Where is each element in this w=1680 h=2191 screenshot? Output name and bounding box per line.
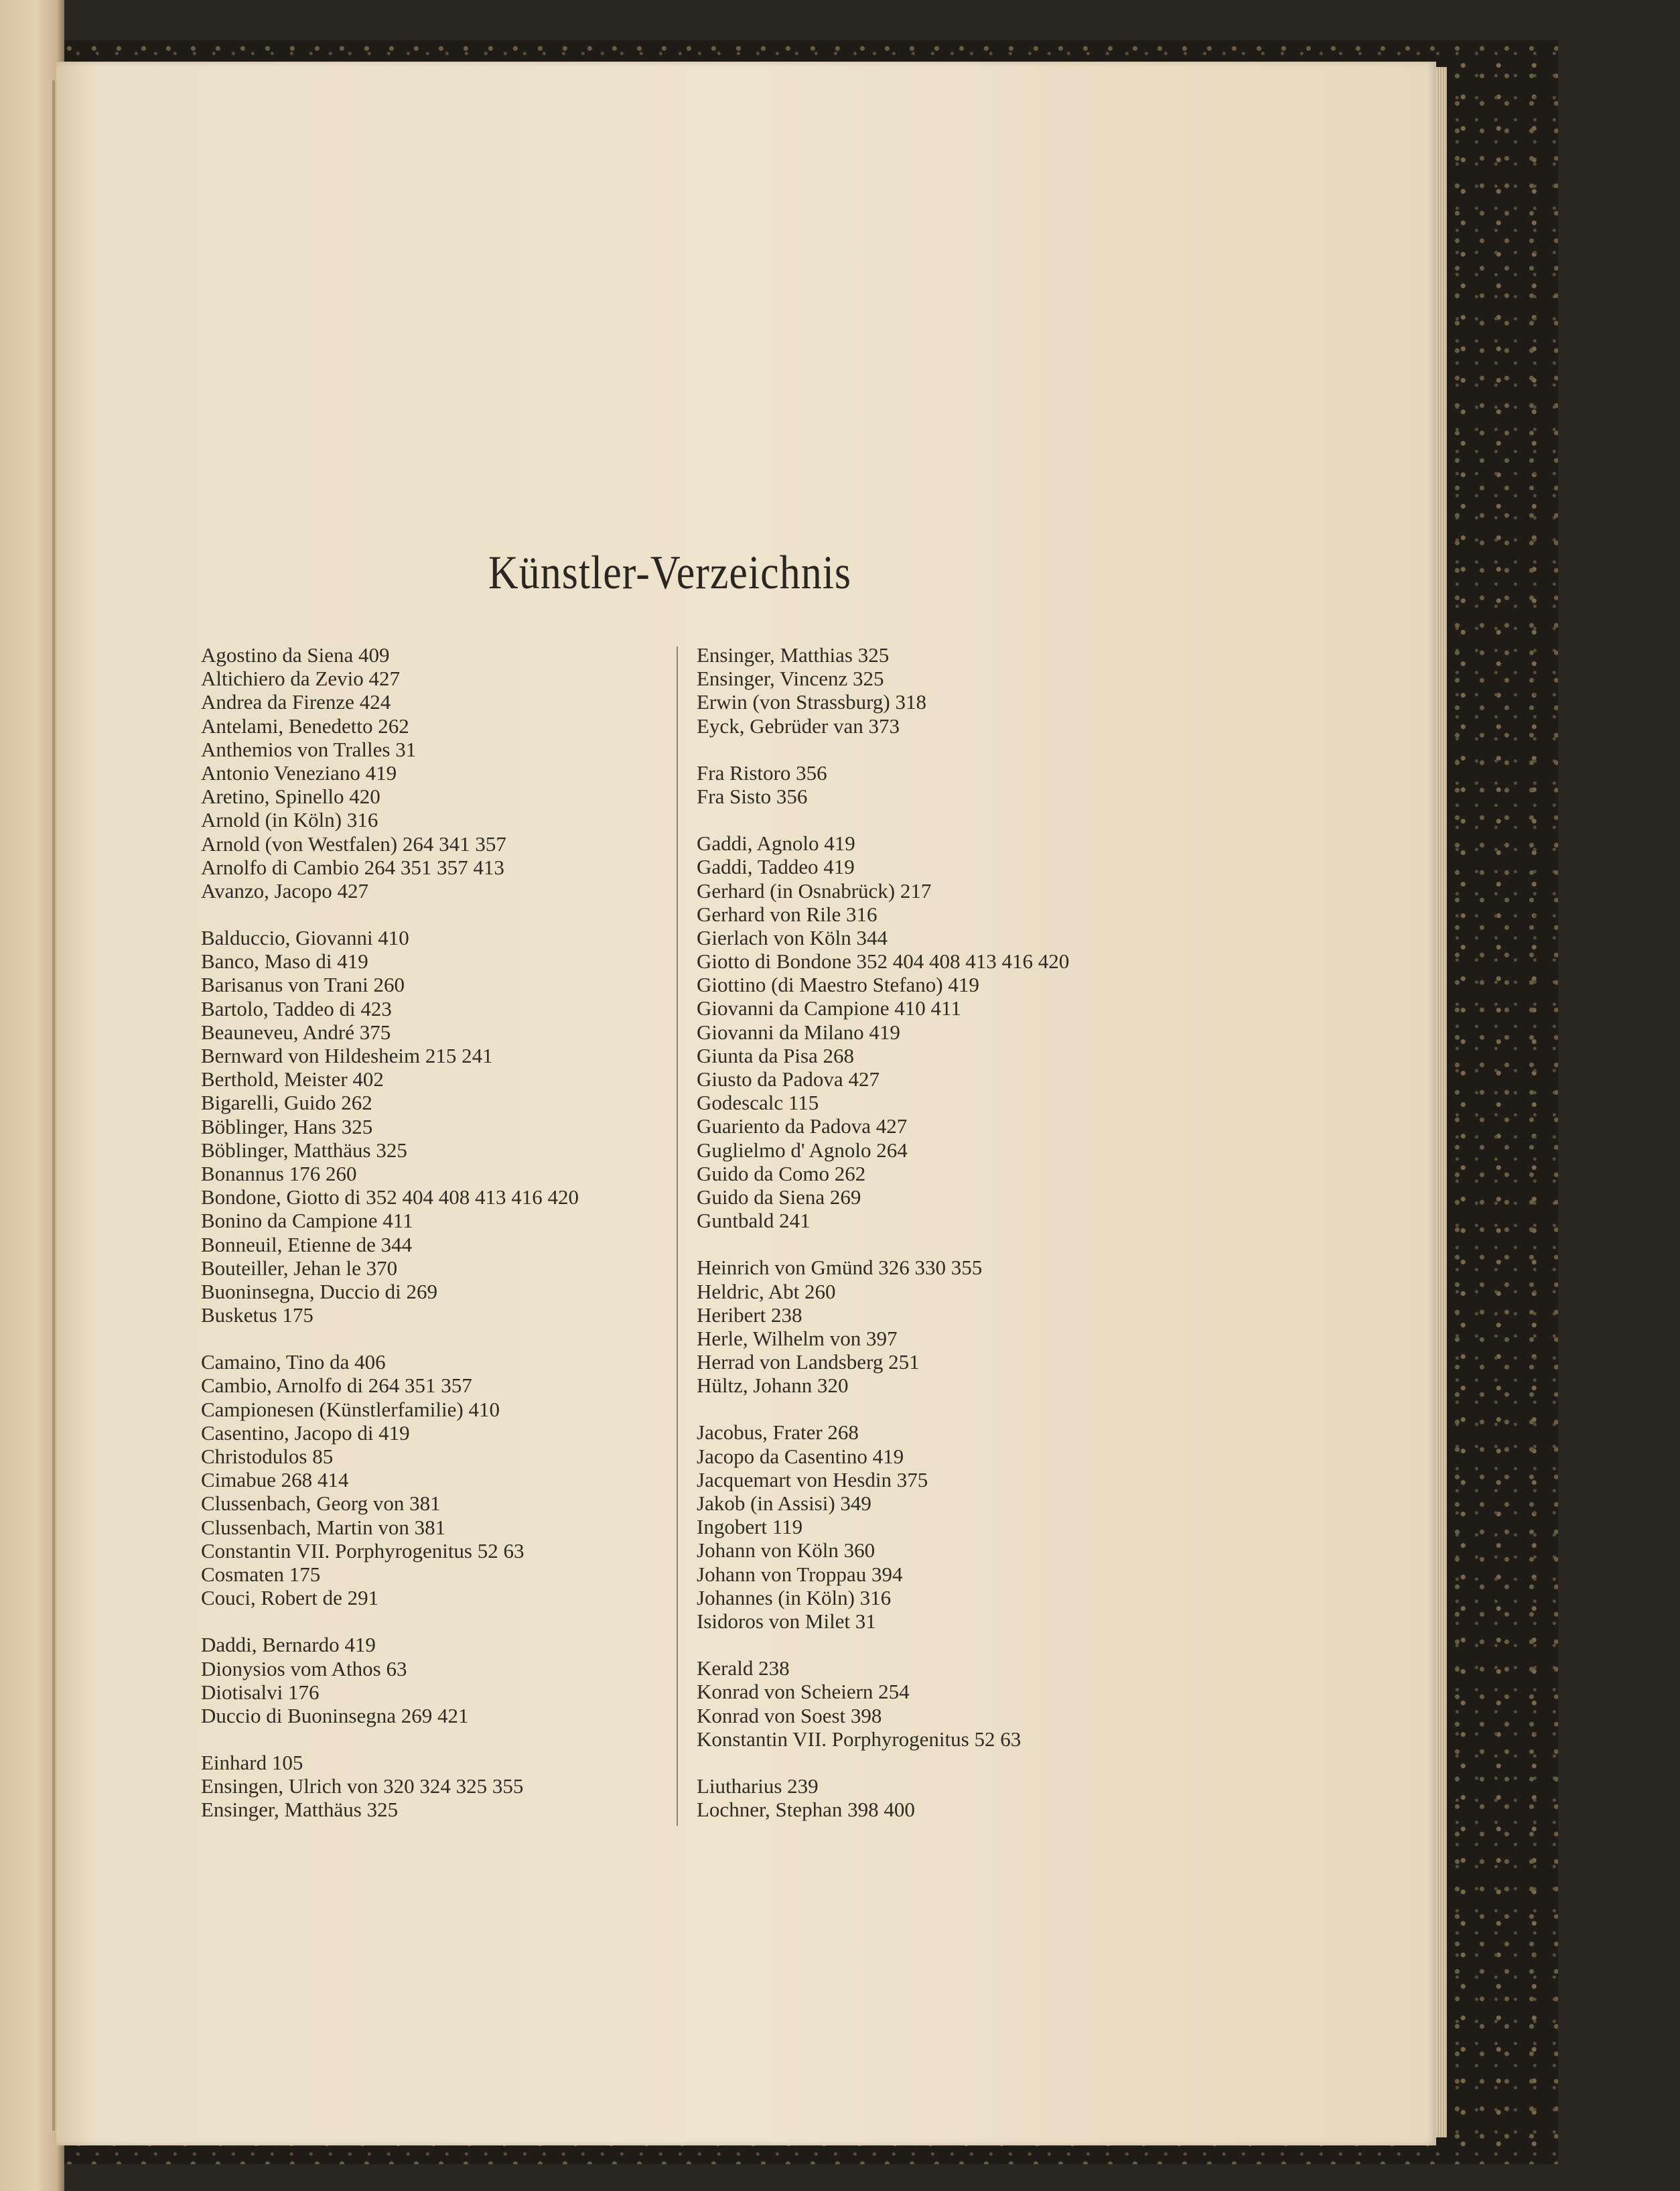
index-entry: Constantin VII. Porphyrogenitus 52 63: [201, 1538, 524, 1563]
index-entry: Camaino, Tino da 406: [201, 1350, 386, 1374]
index-entry: Guntbald 241: [697, 1209, 811, 1233]
index-entry: Giovanni da Campione 410 411: [697, 996, 961, 1020]
index-entry: Balduccio, Giovanni 410: [201, 926, 409, 950]
index-entry: Johann von Troppau 394: [697, 1562, 903, 1586]
index-entry: Bernward von Hildesheim 215 241: [201, 1044, 493, 1067]
index-entry: Jacquemart von Hesdin 375: [697, 1467, 928, 1491]
index-entry: Konrad von Soest 398: [697, 1703, 882, 1727]
index-entry: Arnold (in Köln) 316: [201, 808, 378, 832]
index-entry: Clussenbach, Martin von 381: [201, 1515, 446, 1539]
index-entry: Einhard 105: [201, 1751, 303, 1775]
index-entry: Andrea da Firenze 424: [201, 690, 391, 714]
index-entry: Fra Sisto 356: [697, 784, 808, 808]
index-entry: Hültz, Johann 320: [697, 1374, 849, 1398]
index-entry: Cosmaten 175: [201, 1562, 321, 1586]
index-column-right: [697, 643, 1192, 1821]
index-entry: Christodulos 85: [201, 1445, 334, 1468]
index-entry: Berthold, Meister 402: [201, 1067, 384, 1091]
index-entry: Bigarelli, Guido 262: [201, 1091, 372, 1115]
index-entry: Giotto di Bondone 352 404 408 413 416 420: [697, 949, 1070, 974]
index-entry: Busketus 175: [201, 1303, 313, 1327]
index-entry: Casentino, Jacopo di 419: [201, 1420, 410, 1445]
index-entry: Gaddi, Agnolo 419: [697, 832, 855, 856]
index-entry: Banco, Maso di 419: [201, 949, 368, 974]
index-entry: Guido da Como 262: [697, 1161, 866, 1185]
index-entry: Erwin (von Strassburg) 318: [697, 690, 926, 714]
index-entry: Konrad von Scheiern 254: [697, 1680, 910, 1704]
index-entry: Gerhard von Rile 316: [697, 902, 878, 926]
index-entry: Guglielmo d' Agnolo 264: [697, 1138, 908, 1162]
index-entry: Bondone, Giotto di 352 404 408 413 416 420: [201, 1185, 579, 1209]
index-entry: Bonannus 176 260: [201, 1161, 357, 1185]
index-entry: Altichiero da Zevio 427: [201, 667, 400, 691]
index-entry: Fra Ristoro 356: [697, 760, 827, 785]
index-entry: Anthemios von Tralles 31: [201, 737, 417, 761]
index-entry: Clussenbach, Georg von 381: [201, 1491, 441, 1516]
index-entry: Heribert 238: [697, 1303, 802, 1327]
index-entry: Gierlach von Köln 344: [697, 925, 888, 949]
index-entry: Bouteiller, Jehan le 370: [201, 1256, 398, 1280]
index-entry: Beauneveu, André 375: [201, 1020, 391, 1044]
index-entry: Agostino da Siena 409: [201, 643, 390, 667]
index-entry: Godescalc 115: [697, 1091, 819, 1115]
index-entry: Ensingen, Ulrich von 320 324 325 355: [201, 1774, 524, 1798]
index-entry: Aretino, Spinello 420: [201, 785, 380, 809]
index-entry: Isidoros von Milet 31: [697, 1609, 876, 1633]
index-entry: Herle, Wilhelm von 397: [697, 1326, 898, 1350]
index-entry: Bonneuil, Etienne de 344: [201, 1232, 413, 1256]
index-entry: Ensinger, Vincenz 325: [697, 667, 884, 691]
index-entry: Arnold (von Westfalen) 264 341 357: [201, 832, 506, 856]
index-column-left: [201, 643, 670, 1822]
index-entry: Avanzo, Jacopo 427: [201, 878, 368, 903]
index-entry: Campionesen (Künstlerfamilie) 410: [201, 1397, 500, 1421]
index-entry: Guido da Siena 269: [697, 1185, 861, 1209]
index-entry: Dionysios vom Athos 63: [201, 1656, 407, 1680]
index-entry: Kerald 238: [697, 1656, 790, 1680]
index-entry: Giunta da Pisa 268: [697, 1043, 855, 1067]
index-entry: Herrad von Landsberg 251: [697, 1350, 920, 1374]
index-entry: Böblinger, Hans 325: [201, 1114, 373, 1138]
index-entry: Buoninsegna, Duccio di 269: [201, 1279, 438, 1303]
index-entry: Antelami, Benedetto 262: [201, 714, 409, 738]
page-title: Künstler-Verzeichnis: [488, 546, 852, 600]
index-entry: Konstantin VII. Porphyrogenitus 52 63: [697, 1727, 1022, 1751]
index-entry: Liutharius 239: [697, 1774, 819, 1798]
index-entry: Diotisalvi 176: [201, 1680, 320, 1704]
index-entry: Gaddi, Taddeo 419: [697, 855, 855, 879]
index-entry: Heinrich von Gmünd 326 330 355: [697, 1256, 983, 1280]
index-entry: Jakob (in Assisi) 349: [697, 1491, 871, 1515]
index-entry: Giottino (di Maestro Stefano) 419: [697, 973, 979, 997]
index-entry: Johann von Köln 360: [697, 1538, 876, 1563]
index-entry: Ingobert 119: [697, 1515, 803, 1539]
index-entry: Eyck, Gebrüder van 373: [697, 714, 900, 738]
index-entry: Ensinger, Matthias 325: [697, 643, 890, 667]
index-entry: Daddi, Bernardo 419: [201, 1633, 376, 1657]
index-entry: Gerhard (in Osnabrück) 217: [697, 878, 932, 903]
gutter-line: [52, 80, 55, 2131]
index-entry: Lochner, Stephan 398 400: [697, 1798, 915, 1822]
index-entry: Heldric, Abt 260: [697, 1279, 836, 1303]
index-entry: Cambio, Arnolfo di 264 351 357: [201, 1374, 472, 1398]
index-entry: Giovanni da Milano 419: [697, 1020, 900, 1044]
index-entry: Cimabue 268 414: [201, 1468, 349, 1492]
index-entry: Giusto da Padova 427: [697, 1067, 880, 1091]
index-entry: Guariento da Padova 427: [697, 1114, 908, 1138]
index-entry: Bonino da Campione 411: [201, 1209, 413, 1233]
index-entry: Jacopo da Casentino 419: [697, 1444, 904, 1468]
index-entry: Jacobus, Frater 268: [697, 1420, 859, 1445]
index-entry: Böblinger, Matthäus 325: [201, 1138, 407, 1162]
index-entry: Antonio Veneziano 419: [201, 760, 397, 785]
column-divider: [677, 647, 678, 1826]
index-entry: Bartolo, Taddeo di 423: [201, 996, 392, 1020]
index-entry: Johannes (in Köln) 316: [697, 1585, 892, 1609]
index-entry: Couci, Robert de 291: [201, 1586, 379, 1610]
index-entry: Arnolfo di Cambio 264 351 357 413: [201, 855, 504, 879]
index-entry: Barisanus von Trani 260: [201, 973, 405, 997]
index-entry: Ensinger, Matthäus 325: [201, 1798, 399, 1822]
index-entry: Duccio di Buoninsegna 269 421: [201, 1703, 469, 1727]
